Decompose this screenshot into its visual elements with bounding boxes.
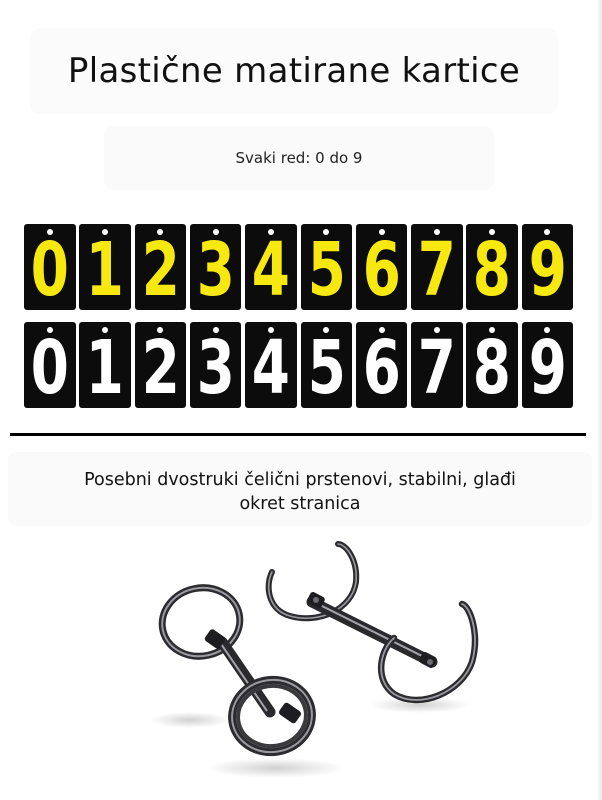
description-line-1: Posebni dvostruki čelični prstenovi, stabilni, glađi	[84, 470, 516, 490]
ring-shadow	[205, 758, 345, 778]
yellow-tag-6	[356, 224, 408, 313]
ring-shadow	[150, 712, 230, 728]
binder-rings-image	[0, 530, 602, 800]
yellow-tag-9	[522, 224, 574, 313]
tag-digit: 0	[30, 325, 69, 411]
description-panel	[8, 452, 592, 526]
tag-digit: 2	[141, 227, 180, 313]
tag-digit: 8	[473, 227, 512, 313]
subtitle: Svaki red: 0 do 9	[235, 149, 363, 167]
yellow-tag-4	[245, 224, 297, 313]
white-tag-8	[466, 322, 518, 411]
yellow-tag-0	[24, 224, 76, 313]
right-ring-set	[269, 544, 475, 700]
title-panel	[30, 28, 558, 114]
yellow-tag-7	[411, 224, 463, 313]
description-line-2: okret stranica	[239, 494, 361, 514]
white-tag-7	[411, 322, 463, 411]
tag-digit: 2	[141, 325, 180, 411]
yellow-tag-2	[135, 224, 187, 313]
white-tag-3	[190, 322, 242, 411]
tag-digit: 7	[417, 227, 456, 313]
tag-digit: 0	[30, 227, 69, 313]
page-title: Plastične matirane kartice	[67, 51, 521, 91]
section-divider	[10, 433, 586, 436]
yellow-digit-row	[24, 224, 578, 313]
tag-digit: 5	[307, 325, 346, 411]
white-tag-0	[24, 322, 76, 411]
tag-digit: 4	[251, 325, 291, 411]
white-tag-1	[79, 322, 131, 411]
tag-digit: 9	[528, 325, 567, 411]
white-digit-row	[24, 322, 578, 411]
tag-digit: 1	[86, 227, 125, 313]
white-tag-6	[356, 322, 408, 411]
tag-digit: 1	[86, 325, 125, 411]
white-tag-9	[522, 322, 574, 411]
tag-digit: 9	[528, 227, 567, 313]
tag-digit: 6	[362, 227, 401, 313]
yellow-tag-3	[190, 224, 242, 313]
tag-digit: 3	[196, 325, 235, 411]
tag-digit: 5	[307, 227, 346, 313]
left-ring-set	[156, 581, 317, 758]
tag-digit: 3	[196, 227, 235, 313]
page-edge	[596, 0, 602, 800]
white-tag-5	[301, 322, 353, 411]
subtitle-panel	[104, 126, 494, 190]
yellow-tag-8	[466, 224, 518, 313]
white-tag-4	[245, 322, 297, 411]
description-text	[8, 468, 592, 516]
tag-digit: 8	[473, 325, 512, 411]
yellow-tag-5	[301, 224, 353, 313]
yellow-tag-1	[79, 224, 131, 313]
white-tag-2	[135, 322, 187, 411]
tag-digit: 7	[417, 325, 456, 411]
tag-digit: 4	[251, 227, 291, 313]
tag-digit: 6	[362, 325, 401, 411]
